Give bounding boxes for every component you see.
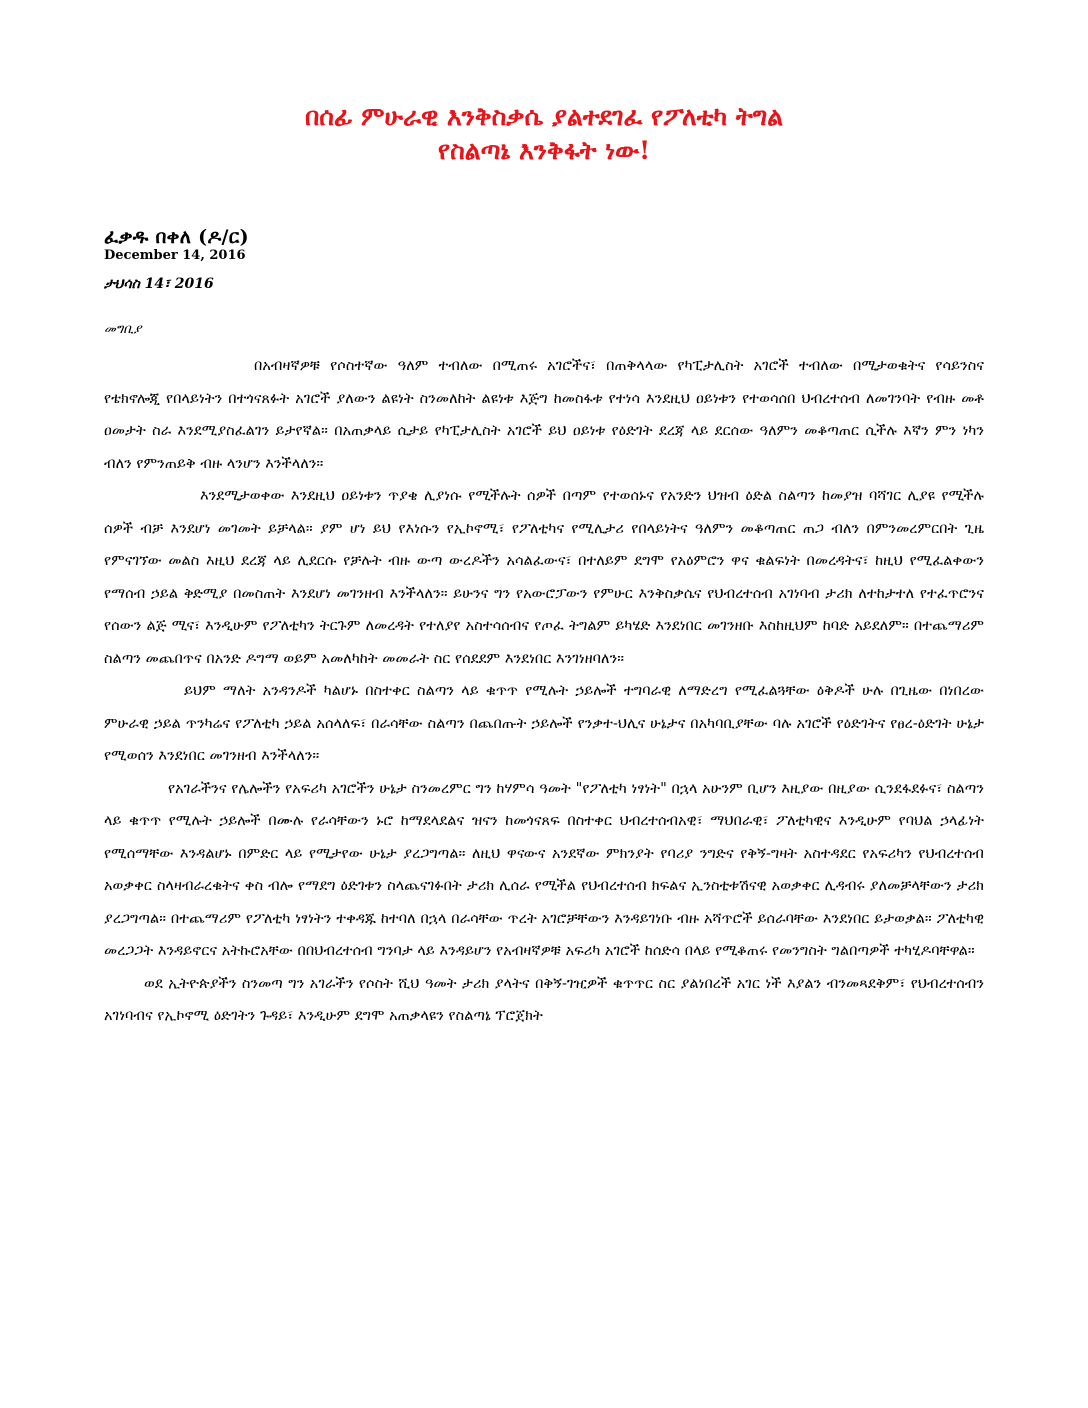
author-name: ፈቃዱ በቀለ (ዶ/ር) (104, 226, 249, 248)
date-english: December 14, 2016 (104, 248, 246, 263)
paragraph-4: የአገራችንና የሌሎችን የአፍሪካ አገሮችን ሁኔታ ስንመረምር ግን ከሃምሳ ዓመት "የፖለቲካ ነፃነት" በኋላ አሁንም ቢሆን እዚያው በዚያው ሲንደፋደፉና፣ ስልጣን ላይ ቁጥጥ የሚሉት ኃይሎች በሙሉ የራሳቸውን ኑሮ ከማደላደልና ዝናን ከመጎናጸፍ በስተቀር ህብረተሰብአዊ፣ ማህበራዊ፣ ፖለቲካዊና እንዲሁም የባህል ኃላፊነት የሚሰማቸው እንዳልሆኑ በምድር ላይ የሚታየው ሁኔታ ያረጋግጣል። ለዚህ ዋናውና አንደኛው ምክንያት የባሪያ ንግድና የቅኝ-ግዛት አስተዳደር የአፍሪካን የህብረተሰብ አወቃቀር ስላዛብራረቁትና ቀስ ብሎ የማደግ ዕድገቱን ስላጨናገፉበት ታሪክ ሊሰራ የሚችል የህብረተሰብ ክፍልና ኢንስቲቱሽናዊ አወቃቀር ሊዳብሩ ያለመቻላቸውን ታሪክ ያረጋግጣል። በተጨማሪም የፖለቲካ ነፃነትን ተቀዳጁ ከተባለ በኋላ በራሳቸው ጥረት አገሮቻቸውን እንዳይገነቡ ብዙ አሻጥሮች ይሰራባቸው እንደነበር ይታወቃል። ፖለቲካዊ መረጋጋት እንዳይኖርና አትኩሮአቸው በበህብረተሰብ ግንባታ ላይ እንዳይሆን የአብዛኛዎቹ አፍሪካ አገሮች ከሰድሳ በላይ የሚቆጠሩ የመንግስት ግልበጣዎች ተካሂዶባቸዋል። (104, 779, 984, 959)
document-body (104, 350, 984, 1033)
paragraph-5: ወደ ኢትዮጵያችን ስንመጣ ግን አገራችን የሶስት ሺህ ዓመት ታሪክ ያላትና በቅኝ-ገዢዎች ቁጥጥር ስር ያልነበረች አገር ነች እያልን ብንመጻደቅም፣ የህብረተሰብን አገነባብና የኢኮኖሚ ዕድገትን ጉዳይ፣ እንዲሁም ደግሞ አጠቃላዩን የስልጣኔ ፕሮጀክት (104, 974, 984, 1024)
section-heading: መግቢያ (104, 322, 142, 337)
date-amharic: ታህሳስ 14፣ 2016 (104, 276, 214, 292)
paragraph-2: እንደሚታወቀው እንደዚህ ዐይነቱን ጥያቄ ሊያነሱ የሚችሉት ሰዎች በጣም የተወሰኑና የአንድን ህዝብ ዕድል ስልጣን ከመያዝ ባሻገር ሊያዩ የሚችሉ ሰዎች ብቻ እንደሆነ መገመት ይቻላል። ያም ሆነ ይህ የእነሱን የኢኮኖሚ፣ የፖለቲካና የሚሊታሪ የበላይነትና ዓለምን መቆጣጠር ጠጋ ብለን በምንመረምርበት ጊዜ የምናገኘው መልስ እዚህ ደረጃ ላይ ሊደርሱ የቻሉት ብዙ ውጣ ውረዶችን አሳልፈውና፣ በተለይም ደግሞ የአዕምሮን ዋና ቁልፍነት በመረዳትና፣ ከዚህ የሚፈልቀውን የማሰብ ኃይል ቅድሚያ በመስጠት እንደሆነ መገንዘብ እንችላለን። ይሁንና ግን የአውሮፓውን የምሁር እንቅስቃሴና የህብረተሰብ አገነባብ ታሪክ ለተከታተለ የተፈጥሮንና የሰውን ልጅ ሚና፣ እንዲሁም የፖለቲካን ትርጉም ለመረዳት የተለያየ አስተሳሰብና የጦፈ ትግልም ይካሄድ እንደነበር መገንዘቡ እስከዚህም ከባድ አይደለም። በተጨማሪም ስልጣን መጨበጥና በአንድ ዶግማ ወይም አመለካከት መመራት ስር የሰደደም እንደነበር እንገነዘባለን። (104, 487, 984, 667)
paragraph-3: ይህም ማለት አንዳንዶች ካልሆኑ በስተቀር ስልጣን ላይ ቁጥጥ የሚሉት ኃይሎች ተግባራዊ ለማድረግ የሚፈልጓቸው ዕቅዶች ሁሉ በጊዜው በነበረው ምሁራዊ ኃይል ጥንካሬና የፖለቲካ ኃይል አሰላለፍ፣ በራሳቸው ስልጣን በጨበጡት ኃይሎች የንቃተ-ህሊና ሁኔታና በአካባቢያቸው ባሉ አገሮች የዕድገትና የፀረ-ዕድገት ሁኔታ የሚወሰን እንደነበር መገንዘብ እንችላለን። (104, 682, 984, 764)
document-title-line-2: የስልጣኔ እንቅፋት ነው! (437, 136, 651, 165)
paragraph-1: በአብዛኛዎቹ የሶስተኛው ዓለም ተብለው በሚጠሩ አገሮችና፣ በጠቅላላው የካፒታሊስት አገሮች ተብለው በሚታወቁትና የሳይንስና የቴክኖሎጂ የበላይነትን በተጎናጸፉት አገሮች ያለውን ልዩነት ስንመለከት ልዩነቱ እጅግ ከመስፋቱ የተነሳ እንደዚህ ዐይነቱን የተወሳሰበ ህብረተሰብ ለመገንባት የብዙ መቶ ዐመታት ስራ እንደሚያስፈልገን ይታየኛል። በአጠቃላይ ሲታይ የካፒታሊስት አገሮች ይህ ዐይነቱ የዕድገት ደረጃ ላይ ደርሰው ዓለምን መቆጣጠር ሲችሉ እኛን ምን ነካን ብለን የምንጠይቅ ብዙ ላንሆን እንችላለን። (104, 357, 984, 472)
document-title-line-1: በሰፊ ምሁራዊ እንቅስቃሴ ያልተደገፈ የፖለቲካ ትግል (304, 102, 784, 131)
